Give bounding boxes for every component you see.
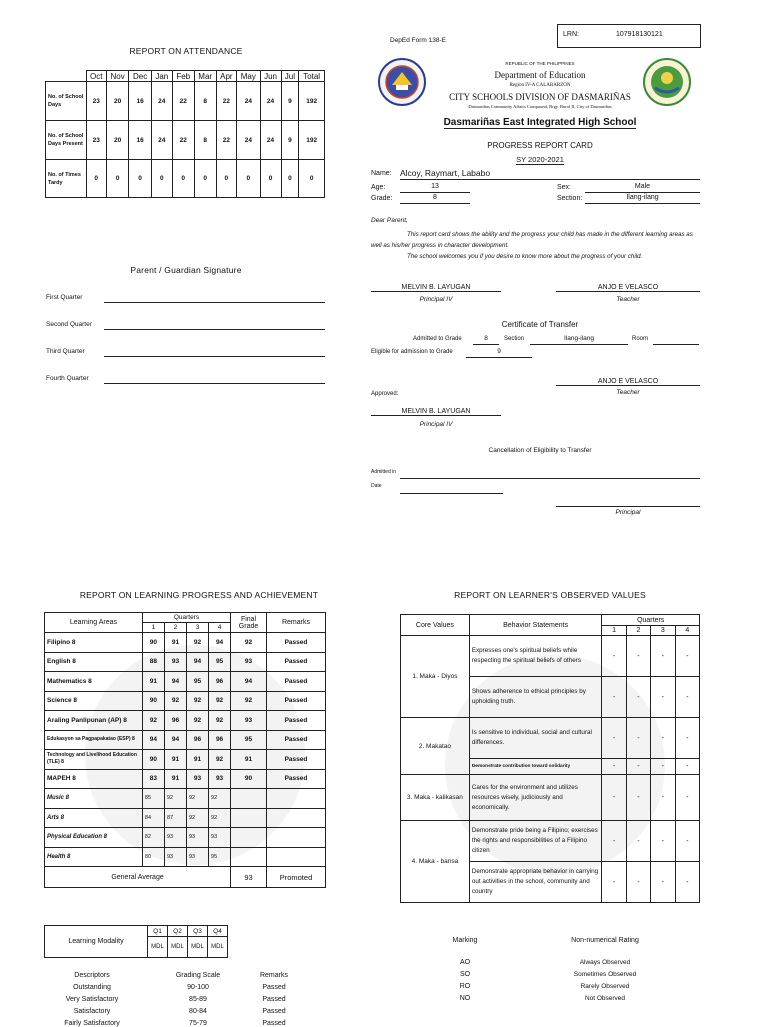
final-grade: 92 <box>231 633 267 653</box>
behavior-statement: Expresses one's spiritual beliefs while respecting the spiritual beliefs of others <box>469 636 602 677</box>
student-sex: Male <box>585 183 700 193</box>
scale-scale: 90-100 <box>187 984 209 991</box>
final-grade: 92 <box>231 691 267 711</box>
quarter-grade: 93 <box>186 847 208 867</box>
quarter-grade: 92 <box>186 711 208 731</box>
grade-remarks <box>266 828 325 848</box>
approved-label: Approved: <box>371 391 399 397</box>
transfer-principal-title: Principal IV <box>419 421 453 428</box>
month-header: Jul <box>281 71 299 82</box>
modality-table <box>44 925 228 958</box>
quarter-grade: 91 <box>164 633 186 653</box>
quarter-grade: 90 <box>142 691 164 711</box>
quarter-grade: 92 <box>186 691 208 711</box>
sex-label: Sex: <box>557 184 572 191</box>
learning-area-name: Music 8 <box>45 789 143 809</box>
observed-mark: - <box>602 718 626 759</box>
grade-remarks: Passed <box>266 691 325 711</box>
month-header: Nov <box>106 71 128 82</box>
observed-mark: - <box>602 862 626 903</box>
quarter-grade: 87 <box>164 808 186 828</box>
grade-remarks: Passed <box>266 633 325 653</box>
learning-area-name: Mathematics 8 <box>45 672 143 692</box>
name-label: Name: <box>371 170 392 177</box>
quarter-grade: 94 <box>186 652 208 672</box>
attendance-cell: 20 <box>106 121 128 160</box>
guardian-quarter-label: Second Quarter <box>46 321 92 328</box>
observed-mark: - <box>626 636 650 677</box>
scale-header: Remarks <box>259 972 288 979</box>
modality-quarter: Q1 <box>148 926 168 937</box>
admitted-label: Admitted to Grade <box>413 336 462 342</box>
attendance-cell: 23 <box>86 82 106 121</box>
core-value-name: 3. Maka - kalikasan <box>401 775 470 821</box>
lrn-label: LRN: <box>563 31 579 38</box>
department-label: Department of Education <box>494 70 586 80</box>
quarter-grade: 85 <box>142 789 164 809</box>
scale-desc: Fairly Satisfactory <box>64 1020 120 1027</box>
quarter-grade: 92 <box>209 691 231 711</box>
scale-desc: Satisfactory <box>73 1008 111 1015</box>
attendance-cell: 0 <box>299 160 325 198</box>
observed-mark: - <box>651 677 675 718</box>
attendance-cell: 22 <box>216 121 236 160</box>
quarter-number: 2 <box>164 623 186 633</box>
attendance-cell: 16 <box>129 121 151 160</box>
marking-header: Marking <box>452 937 478 944</box>
attendance-cell: 0 <box>129 160 151 198</box>
general-average-remarks: Promoted <box>266 867 325 888</box>
observed-mark: - <box>675 677 699 718</box>
attendance-cell: 0 <box>260 160 281 198</box>
date-label: Date <box>371 483 382 489</box>
learning-area-name: Arts 8 <box>45 808 143 828</box>
teacher-name: ANJO E VELASCO <box>556 284 700 292</box>
principal-title: Principal IV <box>419 296 453 303</box>
modality-value: MDL <box>188 937 208 958</box>
scale-header: Grading Scale <box>175 972 221 979</box>
quarter-grade: 84 <box>142 808 164 828</box>
quarter-grade: 93 <box>209 769 231 789</box>
quarter-grade: 95 <box>209 652 231 672</box>
transfer-teacher-name: ANJO E VELASCO <box>556 378 700 386</box>
quarter-grade: 92 <box>186 789 208 809</box>
attendance-cell: 22 <box>172 82 194 121</box>
final-grade <box>231 847 267 867</box>
attendance-cell: 0 <box>172 160 194 198</box>
final-grade: 90 <box>231 769 267 789</box>
marking-rating: Always Observed <box>579 959 631 966</box>
observed-mark: - <box>651 759 675 775</box>
attendance-cell: 0 <box>281 160 299 198</box>
month-header: Feb <box>172 71 194 82</box>
grade-remarks: Passed <box>266 672 325 692</box>
behavior-statement: Demonstrate pride being a Filipino; exercises the rights and responsibilities of a Filipino citizen <box>469 821 602 862</box>
observed-mark: - <box>651 821 675 862</box>
observed-mark: - <box>602 636 626 677</box>
attendance-cell: 9 <box>281 82 299 121</box>
observed-mark: - <box>626 677 650 718</box>
values-table <box>400 614 700 903</box>
behavior-statement: Demonstrate appropriate behavior in carrying out activities in the school, community and country <box>469 862 602 903</box>
quarter-grade: 93 <box>164 847 186 867</box>
eligible-label: Eligible for admission to Grade <box>371 349 453 355</box>
behavior-header: Behavior Statements <box>469 615 602 636</box>
attendance-cell: 24 <box>237 82 261 121</box>
final-grade-header: Final Grade <box>231 613 267 633</box>
attendance-cell: 23 <box>86 121 106 160</box>
transfer-teacher-title: Teacher <box>616 389 640 396</box>
quarters-header: Quarters <box>142 613 230 623</box>
final-grade <box>231 808 267 828</box>
quarter-grade: 93 <box>164 828 186 848</box>
admitted-in-field <box>400 469 700 479</box>
observed-mark: - <box>675 718 699 759</box>
learning-area-name: Science 8 <box>45 691 143 711</box>
quarter-grade: 93 <box>186 769 208 789</box>
learning-area-name: Edukasyon sa Pagpapakatao (ESP) 8 <box>45 730 143 750</box>
observed-mark: - <box>651 718 675 759</box>
attendance-table <box>45 70 325 198</box>
attendance-cell: 24 <box>237 121 261 160</box>
observed-mark: - <box>626 775 650 821</box>
principal-name: MELVIN B. LAYUGAN <box>371 284 501 292</box>
marking-code: RO <box>459 983 471 990</box>
school-name: Dasmariñas East Integrated High School <box>443 117 637 128</box>
cancellation-title: Cancellation of Eligibility to Transfer <box>488 447 592 454</box>
values-quarters-header: Quarters <box>602 615 700 626</box>
month-header: Jan <box>151 71 172 82</box>
learning-table <box>44 612 326 888</box>
quarter-grade: 94 <box>142 730 164 750</box>
attendance-cell: 16 <box>129 82 151 121</box>
learning-area-name: Araling Panlipunan (AP) 8 <box>45 711 143 731</box>
marking-rating: Rarely Observed <box>580 983 630 990</box>
modality-quarter: Q4 <box>208 926 228 937</box>
core-value-name: 4. Maka - bansa <box>401 821 470 903</box>
quarter-grade: 92 <box>186 808 208 828</box>
final-grade <box>231 828 267 848</box>
attendance-cell: 0 <box>237 160 261 198</box>
quarter-grade: 92 <box>209 711 231 731</box>
marking-code: SO <box>459 971 471 978</box>
learning-area-name: Health 8 <box>45 847 143 867</box>
guardian-signature-line <box>104 373 325 384</box>
observed-mark: - <box>602 759 626 775</box>
guardian-quarter-label: Third Quarter <box>46 348 85 355</box>
remarks-header: Remarks <box>266 613 325 633</box>
behavior-statement: Demonstrate contribution toward solidarity <box>469 759 602 775</box>
core-value-name: 2. Makatao <box>401 718 470 775</box>
marking-code: AO <box>459 959 471 966</box>
attendance-cell: 0 <box>216 160 236 198</box>
attendance-row-label: No. of School Days Present <box>46 121 87 160</box>
age-label: Age: <box>371 184 386 191</box>
quarter-grade: 92 <box>186 633 208 653</box>
room-field <box>653 335 699 345</box>
attendance-cell: 0 <box>151 160 172 198</box>
student-age: 13 <box>400 183 470 193</box>
quarter-number: 4 <box>209 623 231 633</box>
final-grade: 93 <box>231 711 267 731</box>
marking-rating: Sometimes Observed <box>573 971 637 978</box>
quarter-grade: 93 <box>209 828 231 848</box>
observed-mark: - <box>602 821 626 862</box>
guardian-quarter-label: First Quarter <box>46 294 83 301</box>
core-values-header: Core Values <box>401 615 470 636</box>
attendance-cell: 192 <box>299 82 325 121</box>
quarter-grade: 94 <box>209 633 231 653</box>
quarter-grade: 90 <box>142 750 164 770</box>
general-average-value: 93 <box>231 867 267 888</box>
modality-value: MDL <box>148 937 168 958</box>
observed-mark: - <box>675 636 699 677</box>
attendance-cell: 8 <box>194 82 216 121</box>
values-quarter-number: 3 <box>651 626 675 636</box>
attendance-cell: 24 <box>260 121 281 160</box>
room-label: Room <box>632 336 649 342</box>
quarter-grade: 96 <box>164 711 186 731</box>
month-header: Total <box>299 71 325 82</box>
guardian-quarter-label: Fourth Quarter <box>46 375 89 382</box>
guardian-title: Parent / Guardian Signature <box>130 265 242 275</box>
quarter-number: 1 <box>142 623 164 633</box>
quarter-grade: 92 <box>209 750 231 770</box>
scale-remarks: Passed <box>262 1020 286 1027</box>
address-label: Dasmariñas Community Affairs Compound, Brgy. Burol II, City of Dasmariñas <box>468 104 612 109</box>
student-grade: 8 <box>400 194 470 204</box>
modality-quarter: Q3 <box>188 926 208 937</box>
values-title: REPORT ON LEARNER'S OBSERVED VALUES <box>454 590 646 600</box>
quarter-grade: 90 <box>142 633 164 653</box>
core-value-name: 1. Maka - Diyos <box>401 636 470 718</box>
quarter-grade: 88 <box>142 652 164 672</box>
observed-mark: - <box>602 775 626 821</box>
cancellation-principal-label: Principal <box>615 509 641 516</box>
report-title: PROGRESS REPORT CARD <box>487 141 593 150</box>
learning-title: REPORT ON LEARNING PROGRESS AND ACHIEVEMENT <box>79 590 319 600</box>
behavior-statement: Cares for the environment and utilizes resources wisely, judiciously and economically. <box>469 775 602 821</box>
guardian-signature-line <box>104 292 325 303</box>
grade-remarks: Passed <box>266 769 325 789</box>
attendance-cell: 0 <box>106 160 128 198</box>
letter-welcome: The school welcomes you if you desire to know more about the progress of your child. <box>407 253 643 260</box>
section-label: Section: <box>557 195 583 202</box>
quarter-grade: 95 <box>186 672 208 692</box>
quarter-grade: 83 <box>142 769 164 789</box>
grade-remarks <box>266 808 325 828</box>
attendance-cell: 20 <box>106 82 128 121</box>
scale-remarks: Passed <box>262 996 286 1003</box>
behavior-statement: Is sensitive to individual, social and cultural differences. <box>469 718 602 759</box>
quarter-number: 3 <box>186 623 208 633</box>
scale-desc: Very Satisfactory <box>65 996 119 1003</box>
scale-desc: Outstanding <box>73 984 111 991</box>
general-average-label: General Average <box>45 867 231 888</box>
attendance-row-label: No. of Times Tardy <box>46 160 87 198</box>
month-header: Mar <box>194 71 216 82</box>
observed-mark: - <box>626 862 650 903</box>
quarter-grade: 92 <box>209 808 231 828</box>
scale-scale: 75-79 <box>189 1020 207 1027</box>
quarter-grade: 94 <box>164 672 186 692</box>
observed-mark: - <box>626 821 650 862</box>
transfer-section: Ilang-ilang <box>530 335 628 345</box>
modality-quarter: Q2 <box>168 926 188 937</box>
grade-remarks: Passed <box>266 711 325 731</box>
observed-mark: - <box>675 821 699 862</box>
marking-code: NO <box>459 995 471 1002</box>
grade-label: Grade: <box>371 195 393 202</box>
final-grade: 94 <box>231 672 267 692</box>
quarter-grade: 91 <box>186 750 208 770</box>
month-header: Jun <box>260 71 281 82</box>
values-quarter-number: 2 <box>626 626 650 636</box>
attendance-title: REPORT ON ATTENDANCE <box>129 46 243 56</box>
values-quarter-number: 4 <box>675 626 699 636</box>
rating-header: Non-numerical Rating <box>571 937 639 944</box>
attendance-cell: 24 <box>151 82 172 121</box>
quarter-grade: 92 <box>164 691 186 711</box>
attendance-cell: 8 <box>194 121 216 160</box>
observed-mark: - <box>651 862 675 903</box>
quarter-grade: 91 <box>142 672 164 692</box>
quarter-grade: 80 <box>142 847 164 867</box>
school-year: SY 2020-2021 <box>516 155 564 164</box>
date-field <box>400 484 503 494</box>
month-header: Apr <box>216 71 236 82</box>
learning-area-name: Filipino 8 <box>45 633 143 653</box>
observed-mark: - <box>626 718 650 759</box>
grade-remarks: Passed <box>266 750 325 770</box>
letter-body: This report card shows the ability and the progress your child has made in the different learning areas as well as his/her progress in character development. <box>371 231 693 249</box>
section-label-transfer: Section <box>504 336 525 342</box>
quarter-grade: 94 <box>164 730 186 750</box>
learning-area-name: MAPEH 8 <box>45 769 143 789</box>
quarter-grade: 96 <box>209 672 231 692</box>
student-section: Ilang-ilang <box>585 194 700 204</box>
quarter-grade: 96 <box>186 730 208 750</box>
attendance-cell: 22 <box>172 121 194 160</box>
attendance-row-label: No. of School Days <box>46 82 87 121</box>
month-header: Oct <box>86 71 106 82</box>
quarter-grade: 82 <box>142 828 164 848</box>
guardian-signature-line <box>104 319 325 330</box>
scale-remarks: Passed <box>262 1008 286 1015</box>
deped-seal-icon <box>378 58 426 108</box>
quarter-grade: 93 <box>164 652 186 672</box>
grade-remarks <box>266 789 325 809</box>
attendance-cell: 0 <box>86 160 106 198</box>
learning-area-name: Physical Education 8 <box>45 828 143 848</box>
observed-mark: - <box>651 636 675 677</box>
transfer-title: Certificate of Transfer <box>501 320 579 329</box>
form-number: DepEd Form 138-E <box>390 37 446 44</box>
grade-remarks <box>266 847 325 867</box>
guardian-signature-line <box>104 346 325 357</box>
region-label: Region IV-A CALABARZON <box>509 83 571 88</box>
quarter-grade: 95 <box>209 847 231 867</box>
learning-area-name: Technology and Livelihood Education (TLE) 8 <box>45 750 143 770</box>
learning-areas-header: Learning Areas <box>45 613 143 633</box>
admitted-grade: 8 <box>473 335 499 345</box>
modality-label: Learning Modality <box>45 926 148 958</box>
division-label: CITY SCHOOLS DIVISION OF DASMARIÑAS <box>449 92 631 102</box>
quarter-grade: 96 <box>209 730 231 750</box>
modality-value: MDL <box>208 937 228 958</box>
lrn-value: 107918130121 <box>616 31 663 38</box>
learning-area-name: English 8 <box>45 652 143 672</box>
transfer-principal-name: MELVIN B. LAYUGAN <box>371 408 501 416</box>
observed-mark: - <box>602 677 626 718</box>
attendance-cell: 22 <box>216 82 236 121</box>
attendance-cell: 9 <box>281 121 299 160</box>
scale-scale: 80-84 <box>189 1008 207 1015</box>
cancellation-signature-line <box>556 497 700 507</box>
quarter-grade: 92 <box>164 789 186 809</box>
quarter-grade: 92 <box>142 711 164 731</box>
scale-scale: 85-89 <box>189 996 207 1003</box>
observed-mark: - <box>675 862 699 903</box>
grade-remarks: Passed <box>266 652 325 672</box>
teacher-title: Teacher <box>616 296 640 303</box>
republic-label: REPUBLIC OF THE PHILIPPINES <box>505 61 575 66</box>
attendance-cell: 24 <box>151 121 172 160</box>
behavior-statement: Shows adherence to ethical principles by upholding truth. <box>469 677 602 718</box>
observed-mark: - <box>675 775 699 821</box>
student-name: Alcoy, Raymart, Lababo <box>400 168 700 180</box>
letter-greeting: Dear Parent, <box>371 217 408 224</box>
attendance-cell: 0 <box>194 160 216 198</box>
final-grade: 95 <box>231 730 267 750</box>
final-grade: 93 <box>231 652 267 672</box>
modality-value: MDL <box>168 937 188 958</box>
observed-mark: - <box>675 759 699 775</box>
values-quarter-number: 1 <box>602 626 626 636</box>
final-grade <box>231 789 267 809</box>
quarter-grade: 91 <box>164 769 186 789</box>
marking-rating: Not Observed <box>584 995 626 1002</box>
quarter-grade: 92 <box>209 789 231 809</box>
lrn-box <box>557 24 701 48</box>
quarter-grade: 91 <box>164 750 186 770</box>
observed-mark: - <box>651 775 675 821</box>
month-header: May <box>237 71 261 82</box>
attendance-cell: 192 <box>299 121 325 160</box>
admitted-in-label: Admitted in <box>371 469 397 475</box>
month-header: Dec <box>129 71 151 82</box>
observed-mark: - <box>626 759 650 775</box>
attendance-cell: 24 <box>260 82 281 121</box>
final-grade: 91 <box>231 750 267 770</box>
eligible-grade: 9 <box>466 348 532 358</box>
scale-remarks: Passed <box>262 984 286 991</box>
quarter-grade: 93 <box>186 828 208 848</box>
grade-remarks: Passed <box>266 730 325 750</box>
scale-header: Descriptors <box>74 972 110 979</box>
